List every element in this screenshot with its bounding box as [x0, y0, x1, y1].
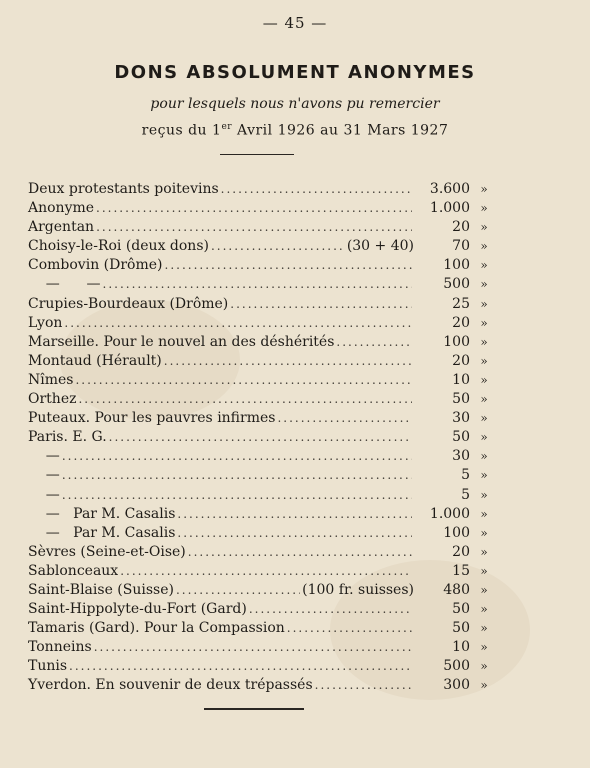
donation-row — [28, 237, 498, 256]
dot-leader — [249, 600, 412, 619]
donor-label: Argentan — [28, 219, 95, 236]
donation-amount: 50 — [452, 601, 470, 618]
dot-leader — [94, 638, 412, 657]
donation-amount: 1.000 — [429, 200, 470, 217]
donation-row — [28, 352, 498, 371]
donor-label: Combovin (Drôme) — [28, 257, 163, 274]
donation-amount: 100 — [443, 257, 470, 274]
donor-label: Orthez — [28, 391, 77, 408]
dot-leader — [64, 314, 412, 333]
donation-row — [28, 543, 498, 562]
donor-label: Montaud (Hérault) — [28, 352, 162, 369]
donation-row — [28, 295, 498, 314]
currency-mark: » — [480, 506, 488, 521]
donation-row — [28, 505, 498, 524]
dot-leader — [177, 505, 412, 524]
donation-row — [28, 447, 498, 466]
donation-amount: 10 — [452, 639, 470, 656]
currency-mark: » — [480, 582, 488, 597]
donation-amount: 300 — [443, 677, 470, 694]
donation-row — [28, 562, 498, 581]
donation-amount: 20 — [452, 314, 470, 331]
dot-leader — [221, 180, 412, 199]
donor-label: Sèvres (Seine-et-Oise) — [28, 543, 186, 560]
donation-amount: 20 — [452, 352, 470, 369]
donation-row — [28, 619, 498, 638]
currency-mark: » — [480, 487, 488, 502]
donor-label: — Par M. Casalis — [28, 524, 176, 541]
donor-label: Tunis — [28, 658, 68, 675]
donation-amount: 100 — [443, 333, 470, 350]
donation-row — [28, 218, 498, 237]
dot-leader — [62, 486, 412, 505]
currency-mark: » — [480, 621, 488, 636]
donor-label: Yverdon. En souvenir de deux trépassés — [28, 677, 313, 694]
donation-amount: 50 — [452, 429, 470, 446]
dot-leader — [277, 409, 412, 428]
donation-amount: 480 — [443, 581, 470, 598]
currency-mark: » — [480, 334, 488, 349]
donation-row — [28, 466, 498, 485]
donation-amount: 25 — [452, 295, 470, 312]
dot-leader — [120, 562, 412, 581]
donation-amount: 30 — [452, 410, 470, 427]
donation-row — [28, 333, 498, 352]
donation-row — [28, 180, 498, 199]
dot-leader — [164, 352, 412, 371]
donation-row — [28, 371, 498, 390]
donation-row — [28, 657, 498, 676]
dot-leader — [103, 275, 412, 294]
dot-leader — [177, 524, 412, 543]
donation-amount: 20 — [452, 219, 470, 236]
currency-mark: » — [480, 315, 488, 330]
dot-leader — [62, 466, 412, 485]
date-range-sup: er — [221, 122, 233, 132]
dot-leader — [188, 543, 412, 562]
donor-label: Crupies-Bourdeaux (Drôme) — [28, 295, 229, 312]
dot-leader — [176, 581, 300, 600]
donation-row — [28, 199, 498, 218]
donation-row — [28, 256, 498, 275]
currency-mark: » — [480, 468, 488, 483]
currency-mark: » — [480, 296, 488, 311]
donation-row — [28, 600, 498, 619]
currency-mark: » — [480, 602, 488, 617]
donor-label: Tonneins — [28, 639, 92, 656]
donation-amount: 5 — [461, 467, 470, 484]
currency-mark: » — [480, 201, 488, 216]
donor-label: — — [28, 486, 60, 503]
donation-note: (30 + 40) — [346, 238, 414, 255]
donation-list — [28, 180, 498, 696]
donor-label: Paris. E. G. — [28, 429, 107, 446]
donor-label: Marseille. Pour le nouvel an des déshérités — [28, 333, 335, 350]
donor-label: Anonyme — [28, 200, 95, 217]
dot-leader — [109, 428, 412, 447]
donation-amount: 50 — [452, 620, 470, 637]
donor-label: — — — [28, 276, 101, 293]
donation-row — [28, 428, 498, 447]
donor-label: Lyon — [28, 314, 63, 331]
date-range-suffix: Avril 1926 au 31 Mars 1927 — [232, 122, 449, 139]
dot-leader — [211, 237, 345, 256]
donation-row — [28, 390, 498, 409]
currency-mark: » — [480, 544, 488, 559]
page-number: — 45 — — [262, 14, 328, 32]
donation-amount: 30 — [452, 448, 470, 465]
currency-mark: » — [480, 640, 488, 655]
dot-leader — [96, 199, 412, 218]
donation-amount: 50 — [452, 391, 470, 408]
donor-label: Nîmes — [28, 371, 74, 388]
donation-note: (100 fr. suisses) — [302, 581, 414, 598]
dot-leader — [78, 390, 412, 409]
donor-label: — Par M. Casalis — [28, 505, 176, 522]
currency-mark: » — [480, 372, 488, 387]
donation-amount: 3.600 — [429, 181, 470, 197]
top-divider — [220, 154, 294, 155]
dot-leader — [96, 218, 412, 237]
dot-leader — [62, 447, 412, 466]
currency-mark: » — [480, 353, 488, 368]
donor-label: — — [28, 448, 60, 465]
donation-row — [28, 524, 498, 543]
donation-amount: 1.000 — [429, 505, 470, 522]
donation-row — [28, 314, 498, 333]
dot-leader — [75, 371, 412, 390]
currency-mark: » — [480, 258, 488, 273]
date-range — [0, 122, 590, 139]
donation-row — [28, 581, 498, 600]
donor-label: Saint-Hippolyte-du-Fort (Gard) — [28, 601, 247, 618]
bottom-divider — [204, 708, 304, 710]
donation-row — [28, 676, 498, 695]
donor-label: Tamaris (Gard). Pour la Compassion — [28, 620, 285, 637]
dot-leader — [69, 657, 412, 676]
donation-amount: 100 — [443, 524, 470, 541]
page-title: DONS ABSOLUMENT ANONYMES — [114, 62, 476, 83]
donation-amount: 20 — [452, 543, 470, 560]
donation-amount: 500 — [443, 276, 470, 293]
currency-mark: » — [480, 659, 488, 674]
dot-leader — [165, 256, 413, 275]
currency-mark: » — [480, 525, 488, 540]
dot-leader — [315, 676, 412, 695]
currency-mark: » — [480, 392, 488, 407]
donation-row — [28, 275, 498, 294]
currency-mark: » — [480, 220, 488, 235]
donor-label: Puteaux. Pour les pauvres infirmes — [28, 410, 276, 427]
donor-label: Deux protestants poitevins — [28, 181, 219, 197]
donation-row — [28, 638, 498, 657]
currency-mark: » — [480, 277, 488, 292]
date-range-prefix: reçus du 1 — [141, 122, 222, 139]
page-subtitle: pour lesquels nous n'avons pu remercier — [150, 96, 440, 112]
currency-mark: » — [480, 430, 488, 445]
donation-amount: 10 — [452, 371, 470, 388]
donation-row — [28, 486, 498, 505]
donor-label: Choisy-le-Roi (deux dons) — [28, 238, 209, 255]
donation-amount: 15 — [452, 562, 470, 579]
donation-row — [28, 409, 498, 428]
currency-mark: » — [480, 411, 488, 426]
currency-mark: » — [480, 678, 488, 693]
currency-mark: » — [480, 563, 488, 578]
donation-amount: 70 — [452, 238, 470, 255]
donation-amount: 500 — [443, 658, 470, 675]
donor-label: Sablonceaux — [28, 562, 119, 579]
donor-label: Saint-Blaise (Suisse) — [28, 581, 174, 598]
dot-leader — [287, 619, 412, 638]
dot-leader — [230, 295, 412, 314]
donor-label: — — [28, 467, 60, 484]
currency-mark: » — [480, 239, 488, 254]
currency-mark: » — [480, 449, 488, 464]
donation-amount: 5 — [461, 486, 470, 503]
dot-leader — [336, 333, 412, 352]
currency-mark: » — [480, 182, 488, 196]
